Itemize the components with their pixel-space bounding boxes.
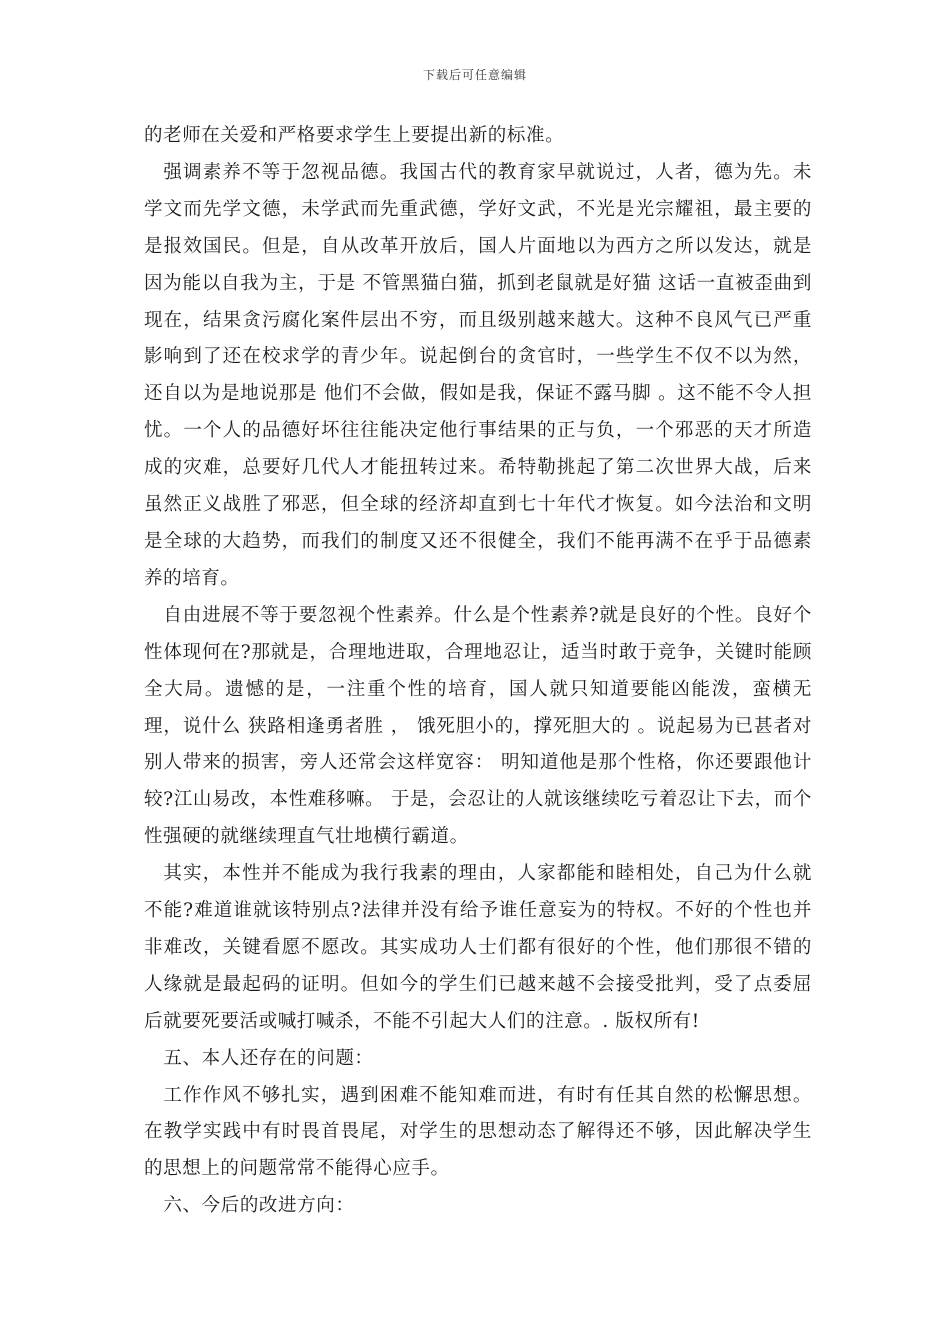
paragraph-5: 工作作风不够扎实，遇到困难不能知难而进，有时有任其自然的松懈思想。在教学实践中有时畏首畏尾，对学生的思想动态了解得还不够，因此解决学生的思想上的问题常常不能得心应手。 <box>144 1084 812 1180</box>
document-body <box>144 118 812 1225</box>
section-heading-problems: 五、本人还存在的问题： <box>163 1047 374 1069</box>
paragraph-4: 其实，本性并不能成为我行我素的理由，人家都能和睦相处，自己为什么就不能?难道谁就该特别点?法律并没有给予谁任意妄为的特权。不好的个性也并非难改，关键看愿不愿改。其实成功人士们都有很好的个性，他们那很不错的人缘就是最起码的证明。但如今的学生们已越来越不会接受批判，受了点委屈后就要死要活或喊打喊杀，不能不引起大人们的注意。. 版权所有! <box>144 863 812 1032</box>
header-note: 下载后可任意编辑 <box>422 68 527 82</box>
paragraph-1: 的老师在关爱和严格要求学生上要提出新的标准。 <box>144 125 565 146</box>
paragraph-2: 强调素养不等于忽视品德。我国古代的教育家早就说过，人者，德为先。未学文而先学文德，未学武而先重武德，学好文武，不光是光宗耀祖，最主要的是报效国民。但是，自从改革开放后，国人片面地以为西方之所以发达，就是因为能以自我为主，于是 不管黑猫白猫，抓到老鼠就是好猫 这话一直被歪曲到现在，结果贪污腐化案件层出不穷，而且级别越来越大。这种不良风气已严重影响到了还在校求学的青少年。说起倒台的贪官时，一些学生不仅不以为然，还自以为是地说那是 他们不会做，假如是我，保证不露马脚 。这不能不令人担忧。一个人的品德好坏往往能决定他行事结果的正与负，一个邪恶的天才所造成的灾难，总要好几代人才能扭转过来。希特勒挑起了第二次世界大战，后来虽然正义战胜了邪恶，但全球的经济却直到七十年代才恢复。如今法治和文明是全球的大趋势，而我们的制度又还不很健全，我们不能再满不在乎于品德素养的培育。 <box>144 161 812 589</box>
section-heading-improvements: 六、今后的改进方向： <box>163 1195 355 1217</box>
paragraph-3: 自由进展不等于要忽视个性素养。什么是个性素养?就是良好的个性。良好个性体现何在?那就是，合理地进取，合理地忍让，适当时敢于竞争，关键时能顾全大局。遗憾的是，一注重个性的培育，国人就只知道要能凶能泼，蛮横无理，说什么 狭路相逢勇者胜 ， 饿死胆小的，撑死胆大的 。说起易为已甚者对别人带来的损害，旁人还常会这样宽容： 明知道他是那个性格，你还要跟他计较?江山易改，本性难移嘛。 于是，会忍让的人就该继续吃亏着忍让下去，而个性强硬的就继续理直气壮地横行霸道。 <box>144 604 812 848</box>
